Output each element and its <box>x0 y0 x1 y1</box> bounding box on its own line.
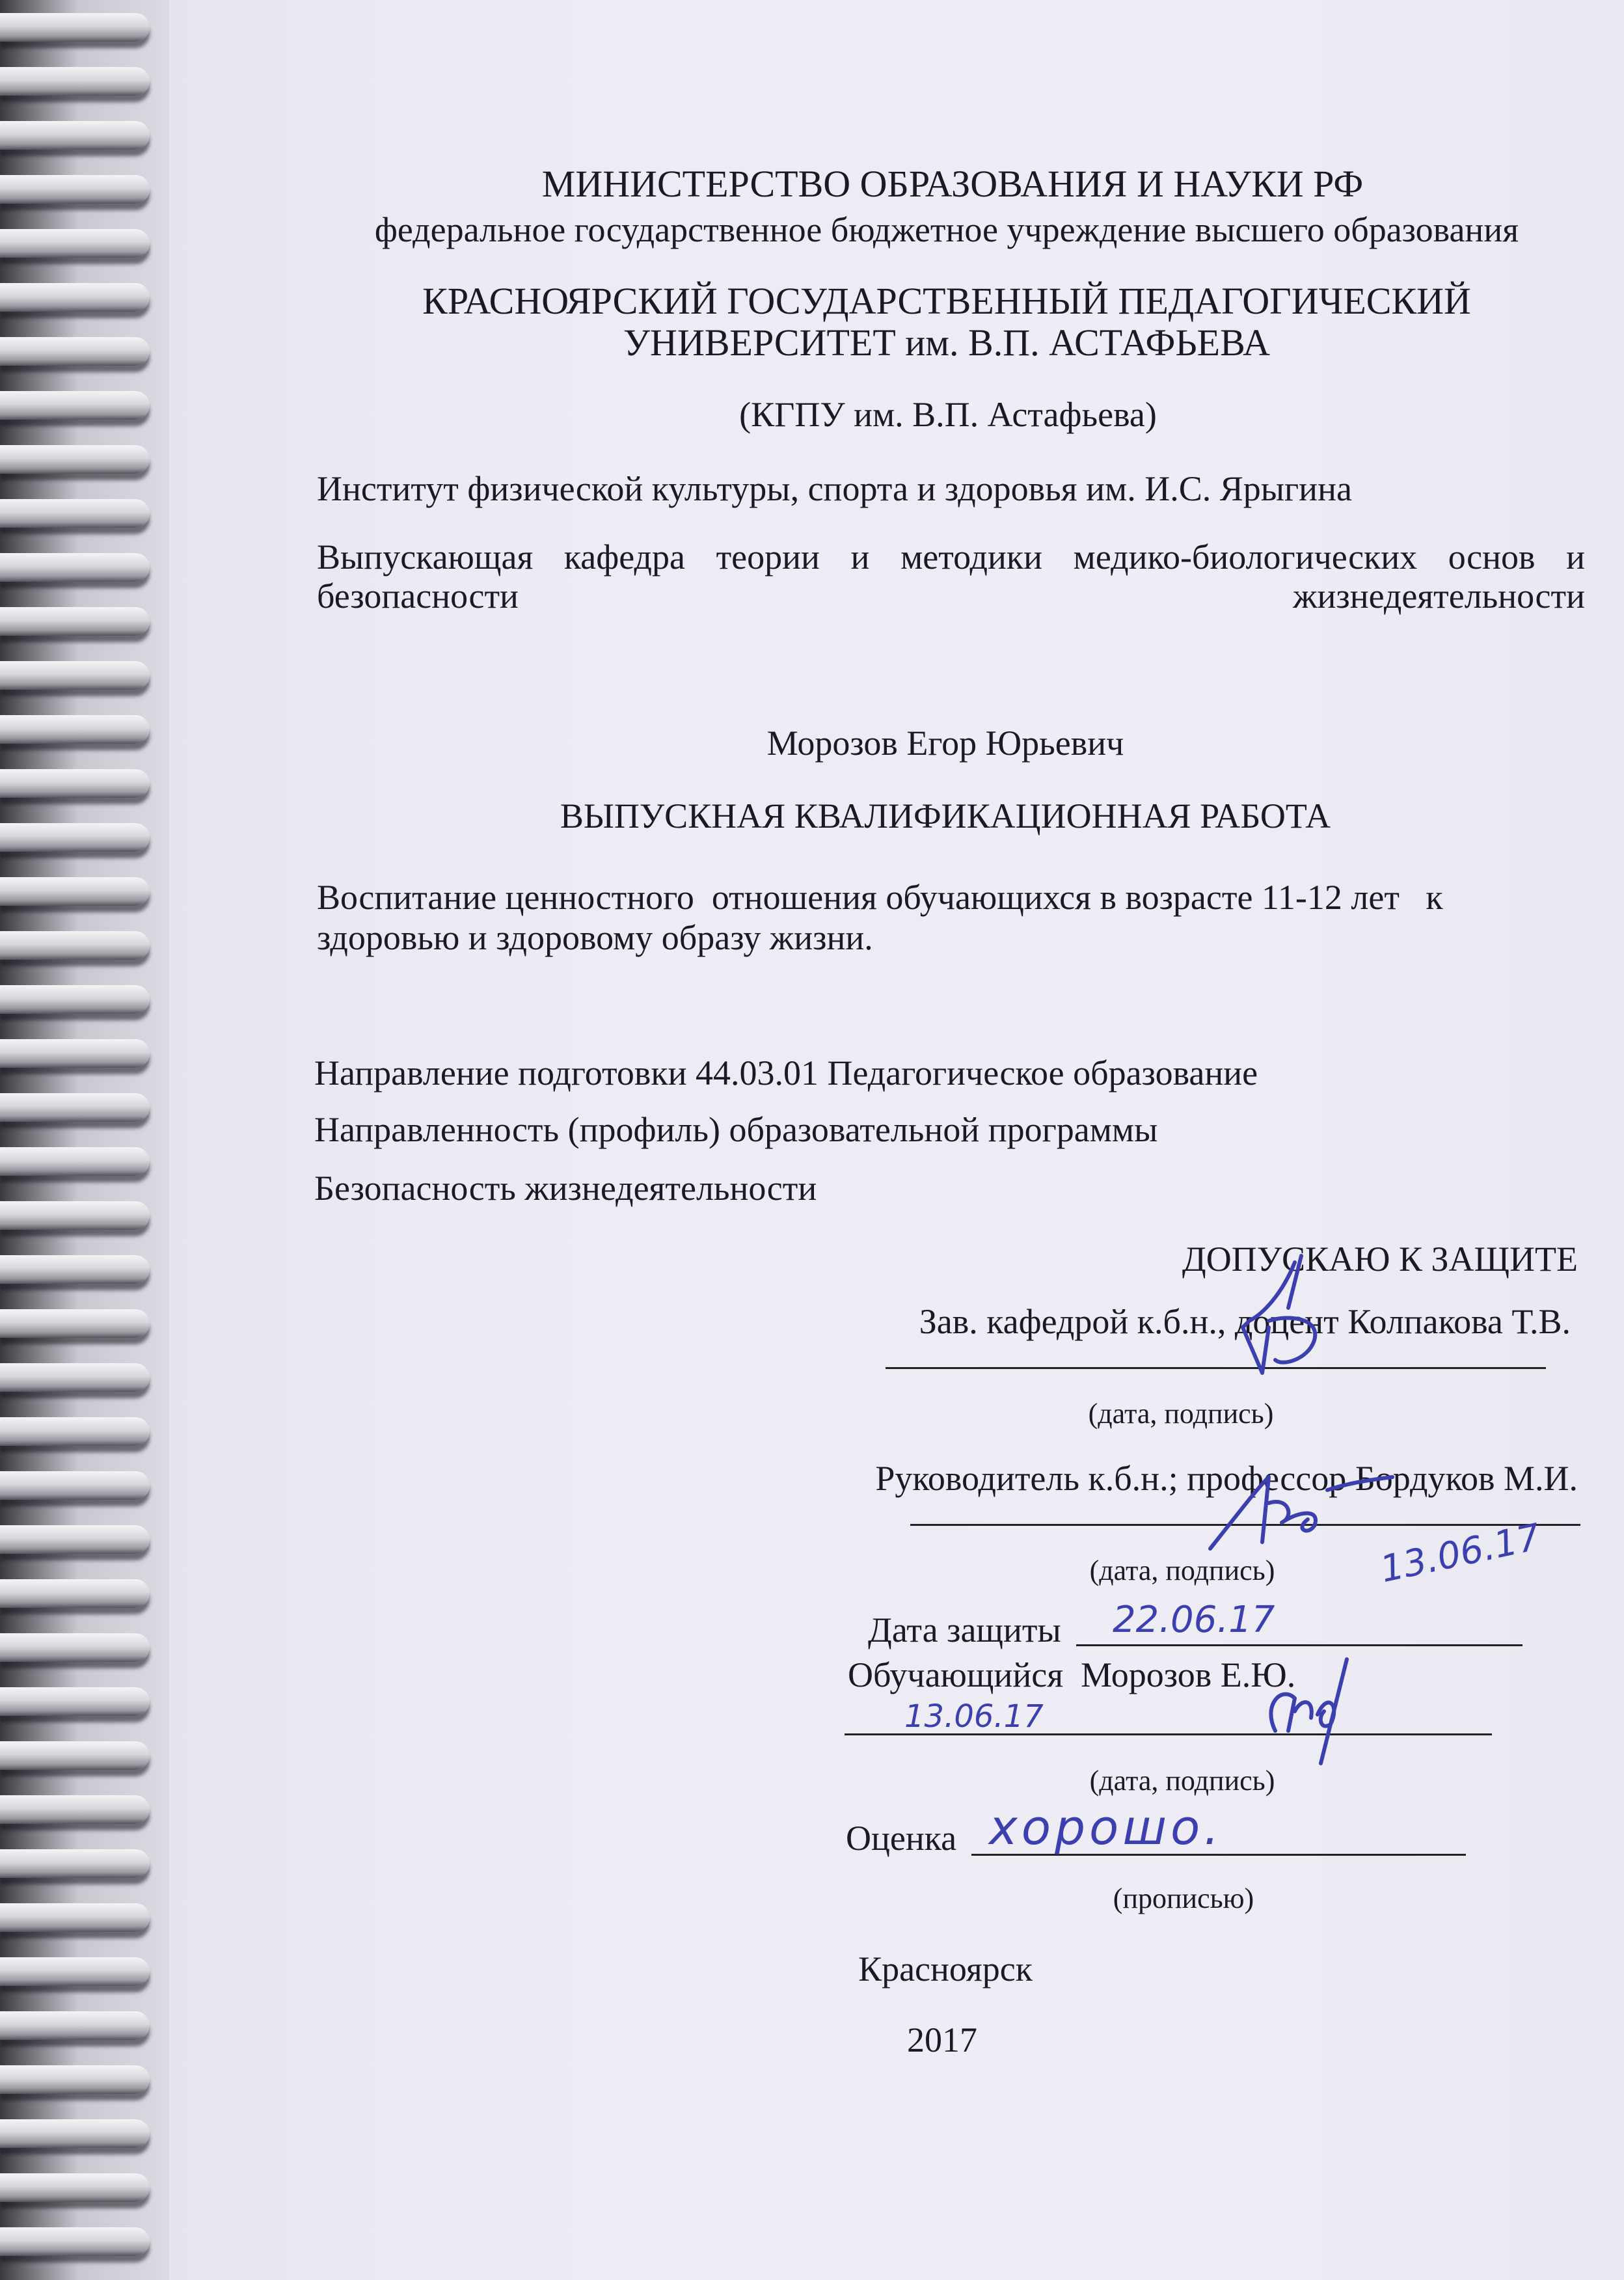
supervisor-signature <box>1197 1464 1405 1555</box>
binding-ring <box>0 1093 150 1122</box>
binding-ring <box>0 1525 150 1554</box>
department-name: Выпускающая кафедра теории и методики медико-биологических основ и безопасности жизнедеятельности <box>317 537 1585 616</box>
head-caption: (дата, подпись) <box>1088 1398 1274 1430</box>
binding-ring <box>0 283 150 312</box>
direction: Направление подготовки 44.03.01 Педагогическое образование <box>314 1053 1258 1092</box>
binding-ring <box>0 607 150 636</box>
binding-ring <box>0 1309 150 1338</box>
binding-ring <box>0 1741 150 1770</box>
binding-ring <box>0 445 150 474</box>
binding-ring <box>0 175 150 204</box>
binding-ring <box>0 13 150 42</box>
binding-ring <box>0 2227 150 2256</box>
defense-date: 22.06.17 <box>1113 1599 1275 1641</box>
student: Обучающийся Морозов Е.Ю. <box>848 1655 1296 1694</box>
profile: Безопасность жизнедеятельности <box>314 1169 817 1208</box>
binding-ring <box>0 823 150 852</box>
university-short-name: (КГПУ им. В.П. Астафьева) <box>739 395 1157 434</box>
binding-ring <box>0 931 150 960</box>
binding-ring <box>0 1903 150 1932</box>
binding-ring <box>0 2065 150 2094</box>
institution-type: федеральное государственное бюджетное учреждение высшего образования <box>374 210 1519 249</box>
grade-label: Оценка <box>846 1819 957 1858</box>
binding-ring <box>0 1471 150 1500</box>
city: Красноярск <box>858 1949 1033 1988</box>
defense-date-label: Дата защиты <box>868 1610 1061 1649</box>
binding-ring <box>0 391 150 420</box>
binding-ring <box>0 2011 150 2040</box>
binding-ring <box>0 229 150 258</box>
binding-ring <box>0 1255 150 1284</box>
grade-value: хорошо. <box>989 1800 1223 1856</box>
binding-ring <box>0 121 150 150</box>
head-signature-line <box>886 1367 1546 1369</box>
student-signature <box>1256 1653 1360 1770</box>
spiral-binding <box>0 0 169 2280</box>
binding-ring <box>0 2119 150 2148</box>
binding-ring <box>0 499 150 528</box>
binding-ring <box>0 1957 150 1986</box>
binding-ring <box>0 1363 150 1392</box>
year: 2017 <box>907 2020 977 2059</box>
grade-caption: (прописью) <box>1113 1882 1254 1914</box>
university-name-line1: КРАСНОЯРСКИЙ ГОСУДАРСТВЕННЫЙ ПЕДАГОГИЧЕСКИЙ <box>422 280 1471 322</box>
ministry-heading: МИНИСТЕРСТВО ОБРАЗОВАНИЯ И НАУКИ РФ <box>541 163 1364 205</box>
binding-ring <box>0 661 150 690</box>
head-of-department: Зав. кафедрой к.б.н., доцент Колпакова Т.В. <box>919 1302 1571 1341</box>
student-date: 13.06.17 <box>904 1698 1044 1735</box>
binding-ring <box>0 877 150 906</box>
supervisor-date: 13.06.17 <box>1376 1515 1545 1592</box>
topic-line1: Воспитание ценностного отношения обучающихся в возрасте 11-12 лет к <box>317 878 1443 917</box>
work-type: ВЫПУСКНАЯ КВАЛИФИКАЦИОННАЯ РАБОТА <box>560 796 1331 835</box>
institute-name: Институт физической культуры, спорта и здоровья им. И.С. Ярыгина <box>317 469 1352 508</box>
binding-ring <box>0 1417 150 1446</box>
binding-ring <box>0 1633 150 1662</box>
binding-ring <box>0 553 150 582</box>
binding-ring <box>0 1579 150 1608</box>
binding-ring <box>0 1201 150 1230</box>
head-signature <box>1223 1256 1353 1386</box>
binding-ring <box>0 1039 150 1068</box>
approval-title: ДОПУСКАЮ К ЗАЩИТЕ <box>1182 1240 1578 1279</box>
university-name-line2: УНИВЕРСИТЕТ им. В.П. АСТАФЬЕВА <box>623 321 1271 364</box>
binding-ring <box>0 2173 150 2202</box>
supervisor: Руководитель к.б.н.; профессор Бордуков М.И. <box>875 1459 1578 1498</box>
author-name: Морозов Егор Юрьевич <box>766 724 1124 763</box>
binding-ring <box>0 715 150 744</box>
profile-label: Направленность (профиль) образовательной программы <box>314 1110 1158 1149</box>
binding-ring <box>0 985 150 1014</box>
binding-ring <box>0 1147 150 1176</box>
student-caption: (дата, подпись) <box>1089 1765 1275 1797</box>
binding-ring <box>0 337 150 366</box>
binding-ring <box>0 769 150 798</box>
defense-date-line <box>1076 1644 1522 1646</box>
binding-ring <box>0 1795 150 1824</box>
topic-line2: здоровью и здоровому образу жизни. <box>317 918 873 957</box>
binding-ring <box>0 67 150 96</box>
supervisor-caption: (дата, подпись) <box>1089 1554 1275 1586</box>
binding-ring <box>0 1849 150 1878</box>
binding-ring <box>0 1687 150 1716</box>
